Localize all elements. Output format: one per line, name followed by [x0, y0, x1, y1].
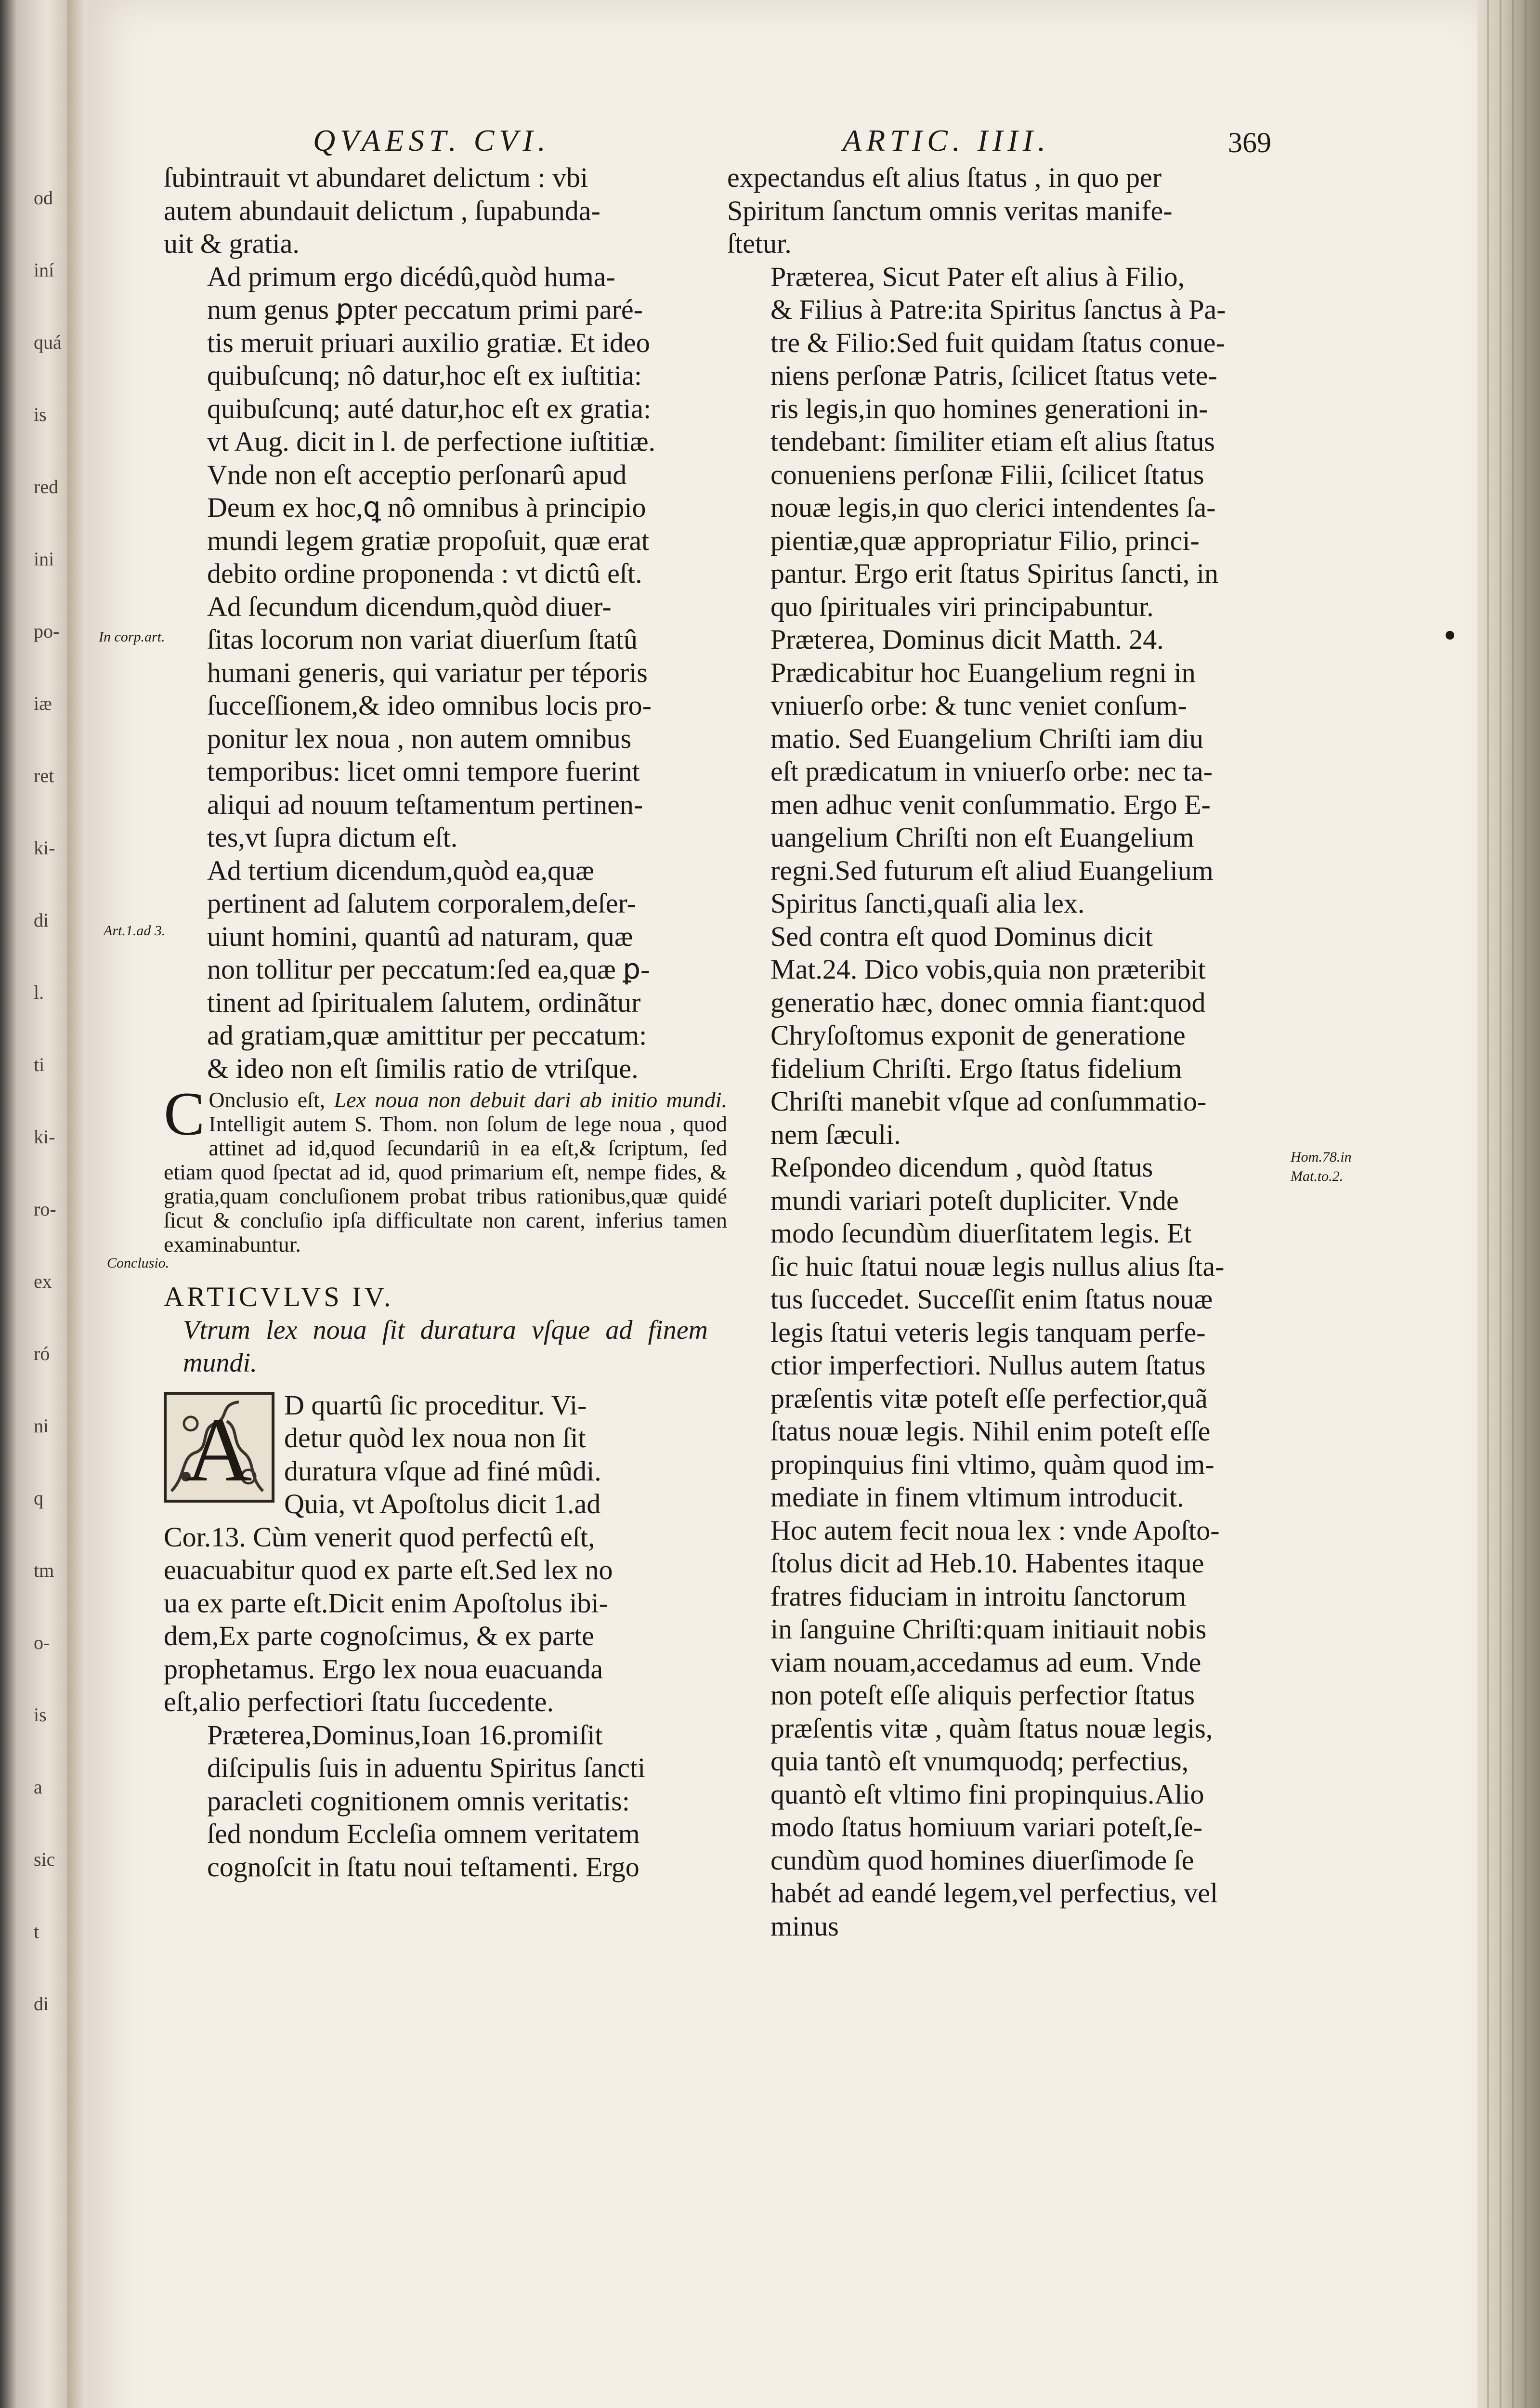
conclusio-note	[164, 1080, 728, 1256]
facing-page-fragment: sic	[34, 1848, 55, 1870]
article-title: ARTICVLVS IV.	[164, 1281, 394, 1312]
text-line: humani generis, qui variatur per téporis	[207, 656, 648, 688]
text-line: niens perſonæ Patris, ſcilicet ſtatus vete-	[770, 360, 1217, 391]
text-line: ctior imperfectiori. Nullus autem ſtatus	[770, 1349, 1206, 1381]
text-line: Præterea, Sicut Pater eſt alius à Filio,	[770, 261, 1185, 292]
text-line: ſubintrauit vt abundaret delictum : vbi	[164, 162, 588, 193]
text-line: Spiritum ſanctum omnis veritas manife-	[727, 195, 1173, 226]
text-line: tus ſuccedet. Succeſſit enim ſtatus nouæ	[770, 1283, 1213, 1315]
text-line: quia tantò eſt vnumquodq; perfectius,	[770, 1745, 1189, 1777]
text-line: non poteſt eſſe aliquis perfectior ſtatus	[770, 1679, 1195, 1711]
text-line: vt Aug. dicit in l. de perfectione iuſtitiæ.	[207, 426, 656, 457]
text-line: & Filius à Patre:ita Spiritus ſanctus à Pa-	[770, 294, 1226, 325]
conclusio-lead: Onclusio eſt,	[209, 1087, 326, 1112]
text-line: modo ſtatus homiuum variari poteſt,ſe-	[770, 1811, 1203, 1843]
text-line: ua ex parte eſt.Dicit enim Apoſtolus ibi-	[164, 1587, 608, 1619]
text-line: legis ſtatui veteris legis tanquam perfe-	[770, 1316, 1206, 1348]
decorated-initial-letter: A	[186, 1399, 252, 1500]
text-line: ad gratiam,quæ amittitur per peccatum:	[207, 1020, 647, 1051]
margin-note-hom-1: Hom.78.in	[1291, 1149, 1352, 1165]
text-line: Prædicabitur hoc Euangelium regni in	[770, 656, 1196, 688]
text-line: ſtatus nouæ legis. Nihil enim poteſt eſſe	[770, 1415, 1211, 1447]
decorated-initial-ornament	[167, 1395, 272, 1500]
facing-page-fragment: di	[34, 909, 49, 931]
text-line: quibuſcunq; nô datur,hoc eſt ex iuſtitia:	[207, 360, 642, 391]
paragraph-ad-primum	[164, 261, 727, 590]
text-line: tre & Filio:Sed fuit quidam ſtatus conue-	[770, 327, 1225, 358]
text-line: duratura vſque ad finé mûdi.	[284, 1455, 601, 1487]
text-line: Deum ex hoc,ꝗ nô omnibus à principio	[207, 492, 646, 523]
conclusio-initial: C	[164, 1080, 205, 1148]
text-line: Chryſoſtomus exponit de generatione	[770, 1020, 1186, 1051]
facing-page-fragment: is	[34, 404, 47, 425]
paragraph-praeterea-ioan	[164, 1719, 727, 1884]
facing-page-fragment: po-	[34, 620, 60, 642]
facing-page-fragment: ti	[34, 1054, 45, 1075]
facing-page-fragment: ex	[34, 1270, 52, 1292]
text-line: Quia, vt Apoſtolus dicit 1.ad	[284, 1488, 601, 1519]
text-line: mundi legem gratiæ propoſuit, quæ erat	[207, 524, 650, 556]
text-line: Spiritus ſancti,quaſi alia lex.	[770, 888, 1085, 919]
margin-note-in-corp-art: In corp.art.	[99, 629, 165, 645]
text-line: Sed contra eſt quod Dominus dicit	[770, 920, 1153, 952]
text-line: cundùm quod homines diuerſimode ſe	[770, 1844, 1194, 1876]
facing-page-fragment: o-	[34, 1632, 50, 1653]
text-line: ponitur lex noua , non autem omnibus	[207, 722, 632, 754]
text-line: detur quòd lex noua non ſit	[284, 1422, 586, 1453]
text-line: Præterea, Dominus dicit Matth. 24.	[770, 624, 1164, 655]
text-line: Reſpondeo dicendum , quòd ſtatus	[770, 1152, 1153, 1183]
facing-page-fragment: di	[34, 1993, 49, 2015]
text-line: Vnde non eſt acceptio perſonarû apud	[207, 458, 627, 490]
text-line: fratres fiduciam in introitu ſanctorum	[770, 1580, 1187, 1612]
running-head-article: ARTIC. IIII.	[843, 123, 1051, 157]
text-line: præſentis vitæ poteſt eſſe perfectior,quã	[770, 1382, 1208, 1414]
text-line: tes,vt ſupra dictum eſt.	[207, 822, 458, 853]
article-objection-lines	[164, 1521, 727, 1719]
text-line: Ad ſecundum dicendum,quòd diuer-	[207, 590, 612, 622]
text-line: ſtetur.	[727, 228, 792, 259]
text-line: & ideo non eſt ſimilis ratio de vtriſque.	[207, 1052, 639, 1084]
book-gutter	[67, 0, 87, 2408]
text-line: dem,Ex parte cognoſcimus, & ex parte	[164, 1620, 594, 1651]
paragraph-ad-tertium	[164, 854, 727, 1086]
text-line: paracleti cognitionem omnis veritatis:	[207, 1785, 630, 1817]
text-line: non tollitur per peccatum:ſed ea,quæ ꝑ-	[207, 954, 650, 985]
text-line: propinquius fini vltimo, quàm quod im-	[770, 1448, 1214, 1480]
text-line: diſcipulis ſuis in aduentu Spiritus ſancti	[207, 1752, 646, 1783]
text-line: quantò eſt vltimo fini propinquius.Alio	[770, 1778, 1204, 1810]
text-line: pertinent ad ſalutem corporalem,deſer-	[207, 888, 636, 919]
paragraph-sed-contra	[727, 920, 1286, 1152]
conclusio-commentary: Intelligit autem S. Thom. non ſolum de lege noua , quod attinet ad id,quod ſecundariû in ea eſt,& ſcriptum, ſed etiam quod ſpectat ad id, quod primarium eſt, nempe fides, & gratia,quam concluſionem probat tribus rationibus,quæ quidé ſicut & concluſio ipſa difficultate non carent, inferius tamen examinabuntur.	[164, 1112, 727, 1256]
facing-page-fragment: iæ	[34, 693, 52, 714]
text-line: Mat.24. Dico vobis,quia non præteribit	[770, 954, 1206, 985]
facing-page-fragment: q	[34, 1487, 43, 1509]
facing-page-fragment: red	[34, 476, 59, 497]
text-line: quo ſpirituales viri principabuntur.	[770, 590, 1154, 622]
facing-page-fragment: quá	[34, 331, 62, 353]
facing-page-fragment: ini	[34, 548, 54, 570]
facing-page-fragment: ni	[34, 1415, 49, 1437]
text-line: minus	[770, 1910, 839, 1942]
text-line: Hoc autem fecit noua lex : vnde Apoſto-	[770, 1514, 1220, 1546]
text-line: habét ad eandé legem,vel perfectius, vel	[770, 1877, 1218, 1909]
facing-page-fragment: od	[34, 187, 53, 209]
facing-page-fragment: is	[34, 1704, 47, 1726]
text-line: expectandus eſt alius ſtatus , in quo per	[727, 162, 1162, 193]
paragraph-continued-right	[727, 161, 1286, 261]
text-line: autem abundauit delictum , ſupabunda-	[164, 195, 600, 226]
facing-page-fragment: ret	[34, 765, 54, 786]
text-line: pientiæ,quæ appropriatur Filio, princi-	[770, 524, 1200, 556]
text-line: ſed nondum Eccleſia omnem veritatem	[207, 1818, 640, 1849]
paragraph-praeterea-matth	[727, 623, 1286, 920]
facing-page-fragment: tm	[34, 1559, 54, 1581]
paragraph-continued	[164, 161, 727, 261]
text-line: regni.Sed futurum eſt aliud Euangelium	[770, 854, 1214, 886]
text-line: tinent ad ſpiritualem ſalutem, ordinãtur	[207, 986, 641, 1018]
text-line: nem ſæculi.	[770, 1118, 901, 1150]
text-line: in ſanguine Chriſti:quam initiauit nobis	[770, 1613, 1207, 1645]
conclusio-thesis: Lex noua non debuit dari ab initio mundi.	[334, 1087, 728, 1112]
margin-note-art-1-ad-3: Art.1.ad 3.	[104, 923, 166, 939]
text-line: præſentis vitæ , quàm ſtatus nouæ legis,	[770, 1712, 1213, 1744]
text-line: eſt,alio perfectiori ſtatu ſuccedente.	[164, 1686, 554, 1717]
text-line: ſucceſſionem,& ideo omnibus locis pro-	[207, 690, 652, 721]
text-line: tis meruit priuari auxilio gratiæ. Et ideo	[207, 327, 650, 358]
text-line: tendebant: ſimiliter etiam eſt alius ſtatus	[770, 426, 1215, 457]
facing-page-fragment: iní	[34, 259, 54, 281]
text-line: uangelium Chriſti non eſt Euangelium	[770, 822, 1194, 853]
text-line: men adhuc venit conſummatio. Ergo E-	[770, 788, 1211, 820]
right-text-column	[727, 161, 1286, 1943]
text-line: ſitas locorum non variat diuerſum ſtatû	[207, 624, 638, 655]
text-line: ris legis,in quo homines generationi in-	[770, 393, 1208, 424]
paragraph-respondeo	[727, 1151, 1286, 1943]
text-line: temporibus: licet omni tempore fuerint	[207, 756, 640, 787]
margin-note-conclusio: Conclusio.	[107, 1255, 170, 1271]
text-line: uiunt homini, quantû ad naturam, quæ	[207, 920, 633, 952]
text-line: matio. Sed Euangelium Chriſti iam diu	[770, 722, 1203, 754]
text-line: nouæ legis,in quo clerici intendentes ſa-	[770, 492, 1216, 523]
running-head-question: QVAEST. CVI.	[313, 123, 550, 157]
facing-page-fragment: ki-	[34, 837, 55, 859]
left-text-column	[164, 161, 727, 1884]
text-line: modo ſecundùm diuerſitatem legis. Et	[770, 1217, 1192, 1249]
facing-page-fragment: t	[34, 1921, 39, 1942]
text-line: Ad tertium dicendum,quòd ea,quæ	[207, 854, 594, 886]
facing-page-fragment: l.	[34, 982, 44, 1003]
facing-page-fragment: ki-	[34, 1126, 55, 1148]
text-line: D quartû ſic proceditur. Vi-	[284, 1389, 587, 1421]
text-line: quibuſcunq; auté datur,hoc eſt ex gratia:	[207, 393, 652, 424]
paragraph-ad-secundum	[164, 590, 727, 854]
page-stack-edge	[1477, 0, 1540, 2408]
text-line: ſtolus dicit ad Heb.10. Habentes itaque	[770, 1547, 1204, 1579]
text-line: conueniens perſonæ Filii, ſcilicet ſtatus	[770, 458, 1204, 490]
text-line: pantur. Ergo erit ſtatus Spiritus ſancti, in	[770, 558, 1219, 589]
adjacent-page-edge	[0, 0, 67, 2408]
decorated-initial	[164, 1392, 274, 1503]
text-line: viam nouam,accedamus ad eum. Vnde	[770, 1646, 1201, 1678]
stray-mark-dot	[1446, 631, 1454, 640]
paragraph-praeterea-pater	[727, 261, 1286, 624]
text-line: mundi variari poteſt dupliciter. Vnde	[770, 1184, 1179, 1216]
margin-note-hom-2: Mat.to.2.	[1291, 1168, 1344, 1184]
text-line: eſt prædicatum in vniuerſo orbe: nec ta-	[770, 756, 1213, 787]
article-question: Vtrum lex noua ſit duratura vſque ad finem mundi.	[183, 1315, 708, 1378]
text-line: Ad primum ergo dicédû,quòd huma-	[207, 261, 615, 292]
text-line: ſic huic ſtatui nouæ legis nullus alius ſta-	[770, 1250, 1225, 1282]
text-line: Cor.13. Cùm venerit quod perfectû eſt,	[164, 1521, 595, 1553]
article-body	[164, 1389, 727, 1719]
text-line: prophetamus. Ergo lex noua euacuanda	[164, 1653, 603, 1685]
text-line: cognoſcit in ſtatu noui teſtamenti. Ergo	[207, 1851, 639, 1883]
text-line: fidelium Chriſti. Ergo ſtatus fidelium	[770, 1052, 1182, 1084]
text-line: euacuabitur quod ex parte eſt.Sed lex no	[164, 1554, 613, 1585]
facing-page-fragment: ro-	[34, 1198, 56, 1220]
text-line: generatio hæc, donec omnia fiant:quod	[770, 986, 1206, 1018]
facing-page-fragment: a	[34, 1776, 42, 1798]
facing-page-fragment: ró	[34, 1343, 50, 1364]
text-line: vniuerſo orbe: & tunc veniet conſum-	[770, 690, 1187, 721]
page-number: 369	[1228, 127, 1271, 158]
text-line: aliqui ad nouum teſtamentum pertinen-	[207, 788, 643, 820]
text-line: mediate in finem vltimum introducit.	[770, 1481, 1184, 1513]
text-line: Præterea,Dominus,Ioan 16.promiſit	[207, 1719, 603, 1751]
text-line: uit & gratia.	[164, 228, 300, 259]
text-line: Chriſti manebit vſque ad conſummatio-	[770, 1086, 1207, 1117]
text-line: debito ordine proponenda : vt dictû eſt.	[207, 558, 642, 589]
text-line: num genus ꝑpter peccatum primi paré-	[207, 294, 643, 325]
